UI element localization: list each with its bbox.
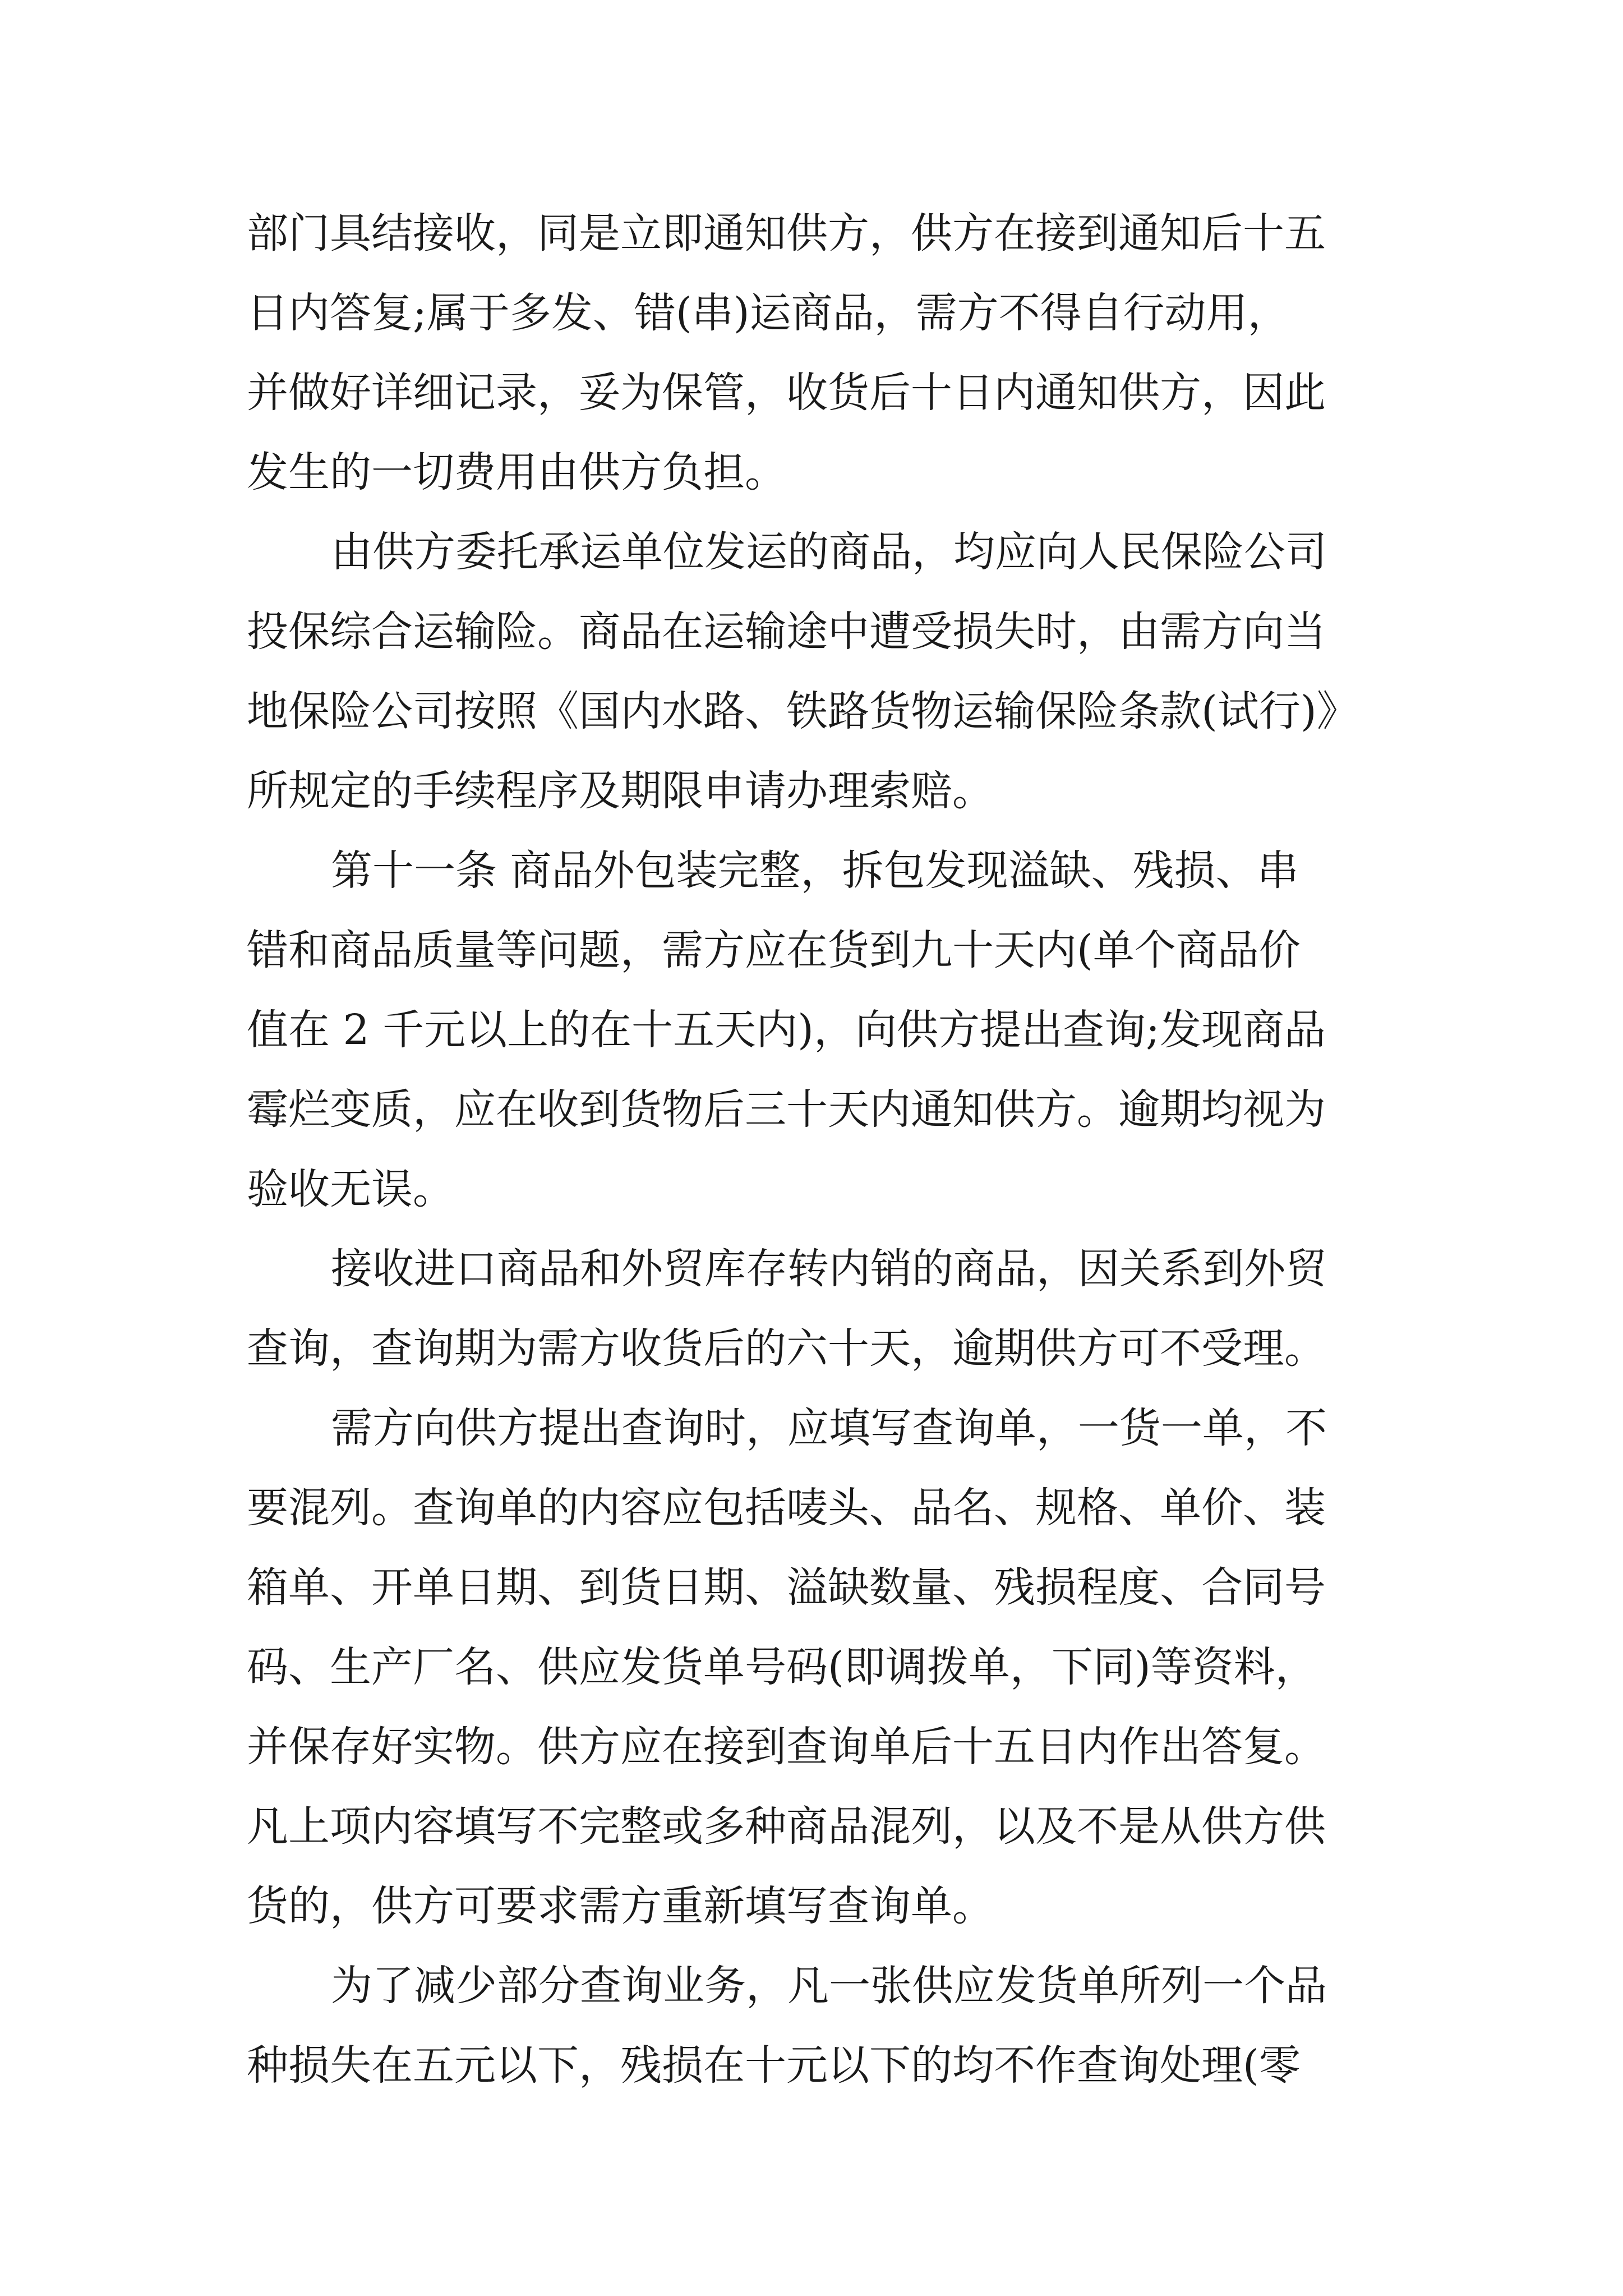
text-line: 验收无误。 bbox=[247, 1165, 454, 1213]
text-line: 所规定的手续程序及期限申请办理索赔。 bbox=[247, 767, 994, 815]
text-line: 日内答复;属于多发、错(串)运商品，需方不得自行动用， bbox=[247, 289, 1289, 337]
text-line: 凡上项内容填写不完整或多种商品混列，以及不是从供方供 bbox=[247, 1802, 1326, 1851]
paragraph-first-line: 接收进口商品和外贸库存转内销的商品，因关系到外贸 bbox=[331, 1245, 1327, 1293]
paragraph-first-line: 为了减少部分查询业务，凡一张供应发货单所列一个品 bbox=[331, 1962, 1327, 2010]
text-line: 并保存好实物。供方应在接到查询单后十五日内作出答复。 bbox=[247, 1723, 1326, 1771]
text-line: 投保综合运输险。商品在运输途中遭受损失时，由需方向当 bbox=[247, 608, 1326, 656]
text-line: 错和商品质量等问题，需方应在货到九十天内(单个商品价 bbox=[247, 926, 1301, 974]
text-line: 货的，供方可要求需方重新填写查询单。 bbox=[247, 1882, 994, 1930]
text-line: 要混列。查询单的内容应包括唛头、品名、规格、单价、装 bbox=[247, 1484, 1326, 1532]
paragraph-first-line: 第十一条 商品外包装完整，拆包发现溢缺、残损、串 bbox=[331, 846, 1299, 895]
paragraph-first-line: 由供方委托承运单位发运的商品，均应向人民保险公司 bbox=[331, 528, 1327, 576]
text-line: 霉烂变质，应在收到货物后三十天内通知供方。逾期均视为 bbox=[247, 1085, 1326, 1134]
text-line: 查询，查询期为需方收货后的六十天，逾期供方可不受理。 bbox=[247, 1324, 1326, 1373]
text-line: 并做好详细记录，妥为保管，收货后十日内通知供方，因此 bbox=[247, 369, 1326, 417]
text-line: 箱单、开单日期、到货日期、溢缺数量、残损程度、合同号 bbox=[247, 1563, 1326, 1612]
text-line: 发生的一切费用由供方负担。 bbox=[247, 448, 786, 496]
text-line: 种损失在五元以下，残损在十元以下的均不作查询处理(零 bbox=[247, 2041, 1301, 2090]
paragraph-first-line: 需方向供方提出查询时，应填写查询单，一货一单，不 bbox=[331, 1404, 1327, 1452]
text-line: 部门具结接收，同是立即通知供方，供方在接到通知后十五 bbox=[247, 209, 1326, 257]
text-line: 地保险公司按照《国内水路、铁路货物运输保险条款(试行)》 bbox=[247, 687, 1358, 735]
text-line: 值在 2 千元以上的在十五天内)，向供方提出查询;发现商品 bbox=[247, 1006, 1326, 1054]
text-line: 码、生产厂名、供应发货单号码(即调拨单，下同)等资料， bbox=[247, 1643, 1317, 1691]
document-body bbox=[247, 194, 1441, 2105]
